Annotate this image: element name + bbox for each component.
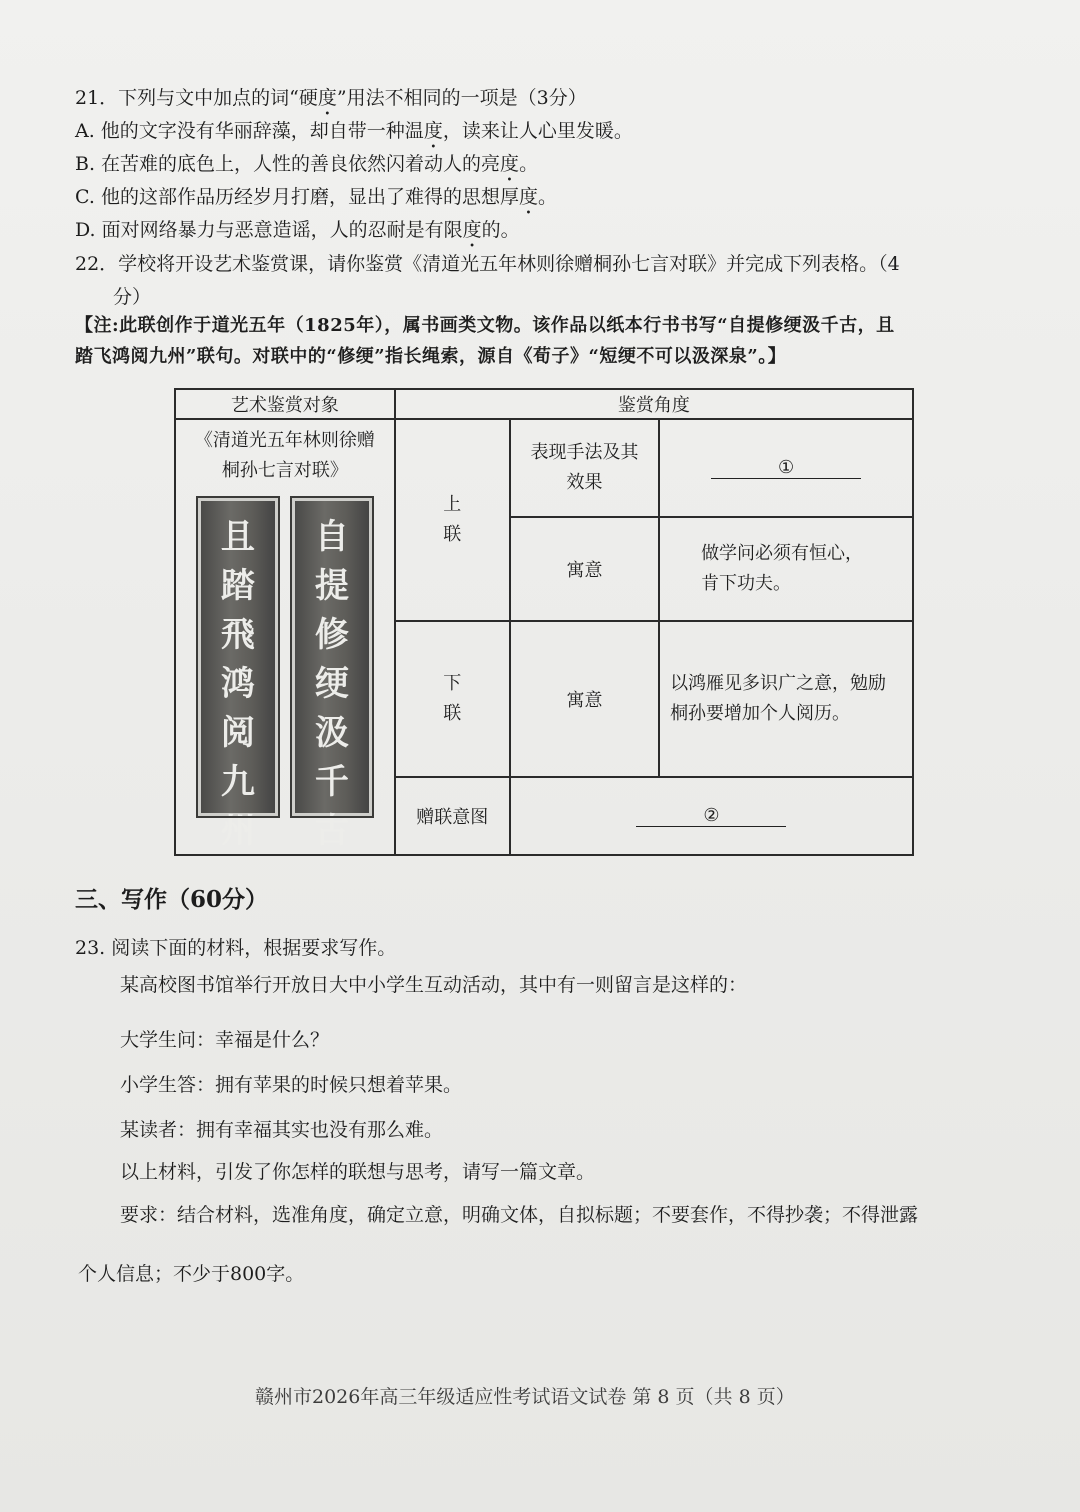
q22-stem-cont: 分） (113, 286, 152, 308)
lower-meaning-label: 寓意 (510, 621, 659, 777)
lower-meaning: 以鸿雁见多识广之意，勉励桐孙要增加个人阅历。 (670, 673, 887, 724)
q23-material-line3: 某读者：拥有幸福其实也没有那么难。 (120, 1119, 444, 1141)
q21-stem: 21．下列与文中加点的词“硬度”用法不相同的一项是（3分） (75, 87, 587, 109)
q23-stem: 23. 阅读下面的材料，根据要求写作。 (75, 937, 397, 959)
q23-requirements: 要求：结合材料，选准角度，确定立意，明确文体，自拟标题；不要套作，不得抄袭；不得泄露 (120, 1204, 919, 1226)
object-title: 《清道光五年林则徐赠桐孙七言对联》 (194, 430, 375, 481)
q21-option-c: C. 他的这部作品历经岁月打磨，显出了难得的思想厚度。 (75, 186, 557, 208)
q23-prompt: 以上材料，引发了你怎样的联想与思考，请写一篇文章。 (120, 1161, 596, 1183)
header-angle: 鉴赏角度 (395, 389, 913, 419)
upper-meaning: 做学问必须有恒心，肯下功夫。 (701, 543, 864, 594)
q22-note-line2: 踏飞鸿阅九州”联句。对联中的“修绠”指长绳索，源自《荀子》“短绠不可以汲深泉”。】 (75, 346, 787, 367)
upper-meaning-label: 寓意 (510, 517, 659, 621)
q23-material-line1: 大学生问：幸福是什么？ (120, 1029, 330, 1051)
page-footer: 赣州市2026年高三年级适应性考试语文试卷 第 8 页（共 8 页） (255, 1386, 795, 1408)
appreciation-table (174, 388, 914, 856)
blank2-cell (510, 777, 913, 855)
q22-note-line1: 【注:此联创作于道光五年（1825年），属书画类文物。该作品以纸本行书书写“自提修绠汲千古，且 (75, 315, 895, 336)
answer-blank-1[interactable]: ① (711, 457, 861, 479)
lower-label-cell (395, 621, 510, 777)
lower-meaning-cell (659, 621, 913, 777)
q22-stem: 22．学校将开设艺术鉴赏课，请你鉴赏《清道光五年林则徐赠桐孙七言对联》并完成下列表格。（4 (75, 253, 900, 275)
blank1-cell (659, 419, 913, 517)
header-object: 艺术鉴赏对象 (175, 389, 395, 419)
intent-label: 赠联意图 (395, 777, 510, 855)
q21-option-a: A. 他的文字没有华丽辞藻，却自带一种温度，读来让人心里发暖。 (75, 120, 633, 142)
upper-label-cell (395, 419, 510, 621)
q21-option-b: B. 在苦难的底色上，人性的善良依然闪着动人的亮度。 (75, 153, 539, 175)
section-title: 三、写作（60分） (75, 886, 269, 913)
technique-cell (510, 419, 659, 517)
couplet-image (176, 498, 394, 851)
q23-requirements-cont: 个人信息；不少于800字。 (78, 1263, 305, 1285)
lower-label: 下联 (443, 673, 462, 724)
answer-blank-2[interactable]: ② (636, 805, 786, 827)
q21-option-d: D. 面对网络暴力与恶意造谣，人的忍耐是有限度的。 (75, 219, 520, 241)
upper-label: 上联 (443, 494, 462, 545)
q23-material-intro: 某高校图书馆举行开放日大中小学生互动活动，其中有一则留言是这样的： (120, 974, 748, 996)
couplet-left: 且 踏 飛 鸿 阅 九 州 (198, 498, 278, 816)
upper-meaning-cell (659, 517, 913, 621)
q23-material-line2: 小学生答：拥有苹果的时候只想着苹果。 (120, 1074, 463, 1096)
technique-label: 表现手法及其效果 (530, 442, 639, 493)
couplet-right: 自 提 修 绠 汲 千 古 (292, 498, 372, 816)
object-cell (175, 419, 395, 855)
